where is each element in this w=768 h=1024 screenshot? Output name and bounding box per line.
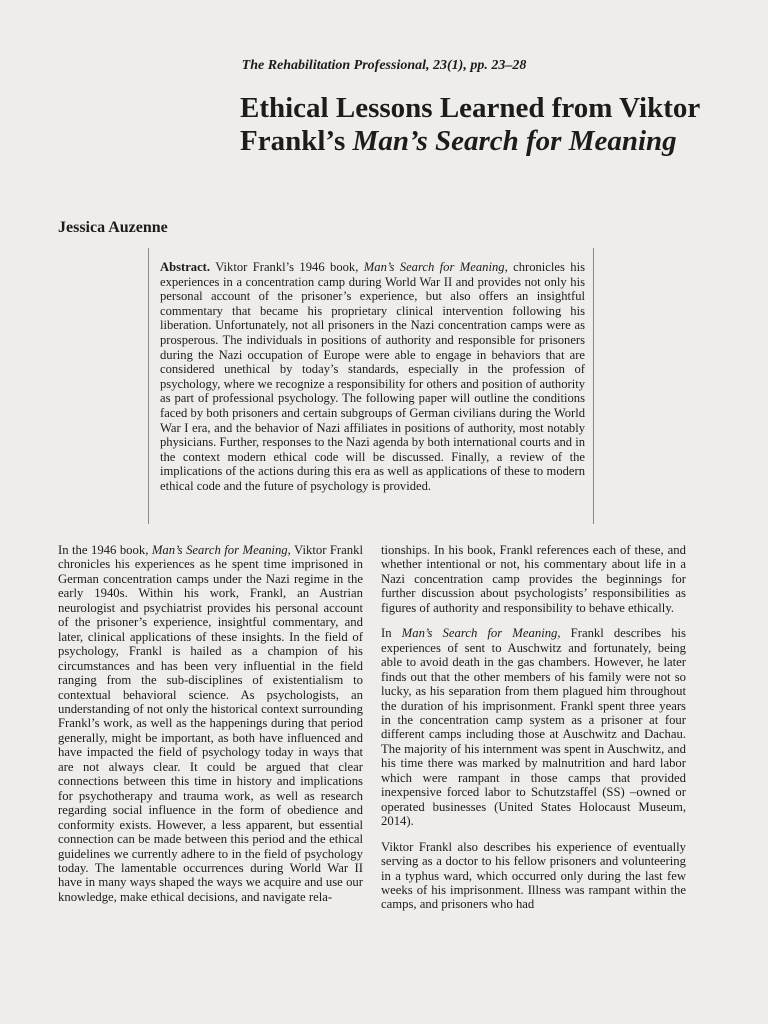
body-paragraph-2 — [381, 626, 686, 828]
p1-start: In the 1946 book, — [58, 543, 152, 557]
body-column-left — [58, 543, 363, 1008]
p1-book-title: Man’s Search for Meaning — [151, 543, 288, 557]
p2-start: In — [381, 626, 402, 641]
journal-citation: The Rehabilitation Professional, 23(1), pp. 23–28 — [241, 58, 527, 73]
abstract-text-rest: , chronicles his experiences in a concentration camp during World War II and provides not only his personal account of the prisoner’s experience, but also offers an insightful commentary that became his proprietary clinical intervention following his liberation. Unfortunately, not all prisoners in the Nazi concentration camps were as prosperous. The individuals in positions of authority and responsible for prisoners during the Nazi occupation of Europe were able to engage in behaviors that are considered unethical by today’s standards, especially in the profession of psychology, where we recognize a responsibility for others and position of authority as part of professional psychology. The following paper will outline the conditions faced by both prisoners and certain subgroups of German civilians during the World War I era, and the behavior of Nazi affiliates in positions of authority, most notably physicians. Further, responses to the Nazi agenda by both international courts and in the context modern ethical code will be discussed. Finally, a review of the implications of the actions during this era as well as applications of these to modern ethical code and the future of psychology is provided. — [160, 260, 585, 493]
p2-book-title: Man’s Search for Meaning, — [401, 626, 561, 641]
abstract-box — [148, 248, 594, 524]
p1-rest: , Viktor Frankl chronicles his experiences as he spent time imprisoned in German concentration camps under the Nazi regime in the early 1940s. Within his work, Frankl, an Austrian neurologist and psychiatrist provides his personal account of the prisoner’s experience, insightful commentary, and later, clinical applications of these insights. In the field of psychology, Frankl is hailed as a champion of his circumstances and has been very influential in the field ranging from the sub-disciplines of existentialism to contextual behavioral science. As psychologists, an understanding of not only the historical context surrounding Frankl’s work, as well as the happenings during that period generally, might be important, as both have influenced and have impacted the field of psychology today in ways that are not always clear. It could be argued that clear connections between this time in history and implications for psychotherapy and trauma work, as well as research regarding social influence in the form of obedience and conformity exists. However, a less apparent, but essential connection can be made between this period and the ethical guidelines we currently adhere to in the field of psychology today. The lamentable occurrences during World War II have in many ways shaped the ways we acquire and use our knowledge, make ethical decisions, and navigate rela- — [58, 543, 363, 904]
title-book-italic: Man’s Search for Meaning — [352, 125, 677, 157]
abstract-label: Abstract. — [160, 260, 211, 274]
body-paragraph-3: Viktor Frankl also describes his experience of eventually serving as a doctor to his fellow prisoners and volunteering in a typhus ward, which occurred only during the last few weeks of his imprisonment. Illness was rampant within the camps, and prisoners who had — [381, 839, 686, 912]
abstract-text-start: Viktor Frankl’s 1946 book, — [210, 260, 364, 274]
p2-rest: Frankl describes his experiences of sent to Auschwitz and fortunately, being able to avoid death in the gas chambers. However, he later finds out that the other members of his family were not so lucky, as his separation from them plagued him throughout the duration of his imprisonment. Frankl spent three years in the concentration camp system as a prisoner at four different camps including those at Auschwitz and Dachau. The majority of his internment was spent in Auschwitz, and his time there was marked by malnutrition and hard labor which were rampant in those camps that provided inexpensive forced labor to Schutzstaffel (SS) –owned or operated businesses (United States Holocaust Museum, 2014). — [381, 626, 686, 829]
title-text: Ethical Lessons Learned from Viktor Frankl’s — [240, 92, 700, 157]
abstract-book-title: Man’s Search for Meaning — [363, 260, 505, 274]
author-name: Jessica Auzenne — [58, 219, 168, 236]
body-paragraph-1 — [58, 543, 363, 904]
article-title — [240, 92, 720, 158]
body-column-right — [381, 543, 686, 1008]
body-paragraph-1-continued: tionships. In his book, Frankl references each of these, and whether intentional or not, his commentary about life in a Nazi concentration camp provides the beginnings for further discussion about psychologists’ responsibilities as figures of authority and responsibility to behave ethically. — [381, 543, 686, 615]
